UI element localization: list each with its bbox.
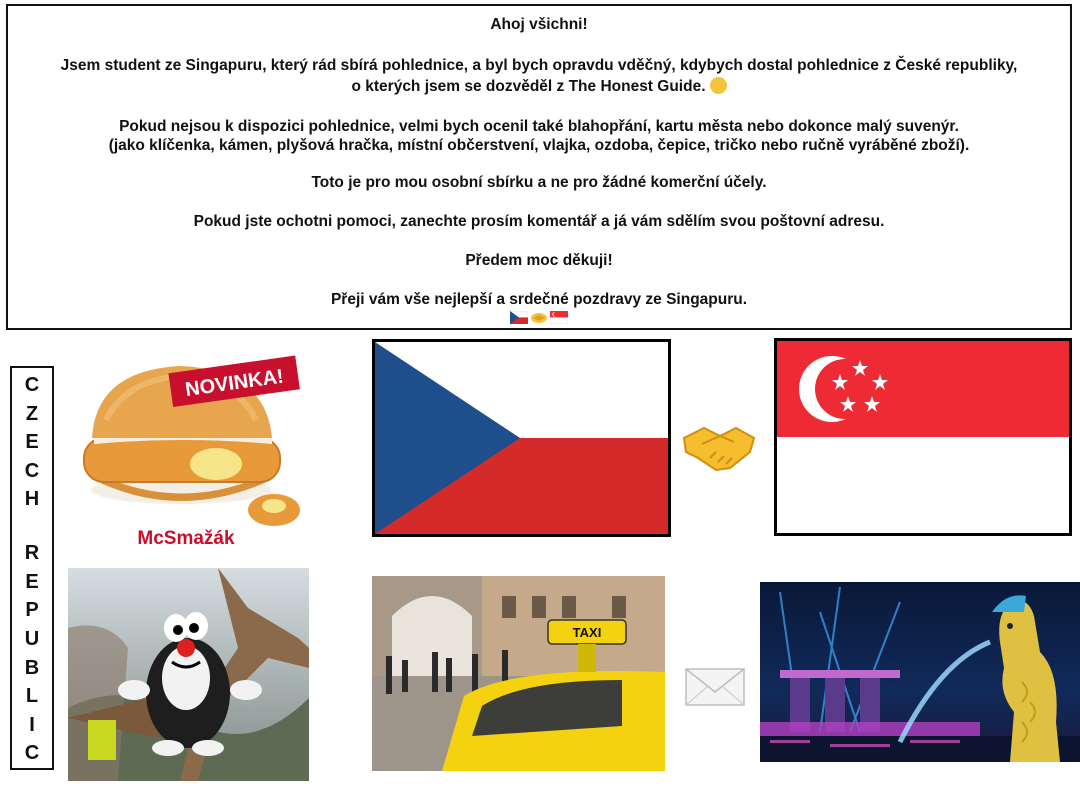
closing: Přeji vám vše nejlepší a srdečné pozdravy ze Singapuru. bbox=[330, 291, 748, 308]
label-letter: E bbox=[25, 570, 39, 593]
label-letter: I bbox=[29, 713, 35, 736]
singapore-flag-icon bbox=[550, 311, 568, 324]
paragraph-4: Pokud jste ochotni pomoci, zanechte prosím komentář a já vám sdělím svou poštovní adresu. bbox=[193, 213, 885, 230]
czech-flag-image bbox=[372, 339, 671, 537]
emoji-row bbox=[8, 308, 1070, 326]
singapore-flag-image bbox=[774, 338, 1072, 536]
label-letter: Z bbox=[25, 402, 39, 425]
paragraph-3: Toto je pro mou osobní sbírku a ne pro žádné komerční účely. bbox=[311, 174, 767, 191]
czech-republic-vertical-label bbox=[10, 366, 54, 770]
smiling-face-icon bbox=[710, 77, 727, 94]
paragraph-1-line-2-wrap bbox=[8, 76, 1070, 97]
singapore-merlion-image bbox=[760, 582, 1080, 762]
paragraph-2-line-2: (jako klíčenka, kámen, plyšová hračka, místní občerstvení, vlajka, ozdoba, čepice, tričko nebo ručně vyráběné zboží). bbox=[108, 137, 970, 154]
envelope-icon bbox=[684, 666, 746, 708]
czech-flag-icon bbox=[510, 311, 528, 324]
label-letter: C bbox=[24, 374, 40, 396]
label-letter: H bbox=[24, 488, 40, 511]
paragraph-1-line-1: Jsem student ze Singapuru, který rád sbírá pohlednice, a byl bych opravdu vděčný, kdybych dostal pohlednice z České republiky, bbox=[60, 57, 1018, 74]
label-letter: U bbox=[24, 628, 40, 651]
label-letter: P bbox=[25, 599, 39, 622]
prague-taxi-image bbox=[372, 576, 665, 771]
taxi-sign: TAXI bbox=[572, 625, 602, 640]
paragraph-2-line-1: Pokud nejsou k dispozici pohlednice, velmi bych ocenil také blahopřání, kartu města nebo dokonce malý suvenýr. bbox=[119, 118, 959, 135]
label-letter: E bbox=[25, 431, 39, 454]
label-letter: B bbox=[24, 656, 40, 679]
novinka-badge: NOVINKA! bbox=[183, 365, 285, 402]
label-letter: R bbox=[24, 542, 40, 565]
letter-box bbox=[6, 4, 1072, 330]
label-letter: C bbox=[24, 459, 40, 482]
greeting: Ahoj všichni! bbox=[490, 16, 588, 33]
paragraph-1-line-2: o kterých jsem se dozvěděl z The Honest Guide. bbox=[351, 78, 706, 95]
paragraph-5: Předem moc děkuji! bbox=[465, 252, 613, 269]
krtek-plush-image bbox=[68, 568, 309, 781]
mcsmazak-label: McSmažák bbox=[137, 528, 235, 549]
handshake-icon bbox=[680, 418, 758, 476]
mcsmazak-burger-image bbox=[66, 340, 312, 552]
label-letter: L bbox=[25, 685, 39, 708]
label-letter: C bbox=[24, 742, 40, 765]
handshake-icon bbox=[530, 311, 548, 324]
